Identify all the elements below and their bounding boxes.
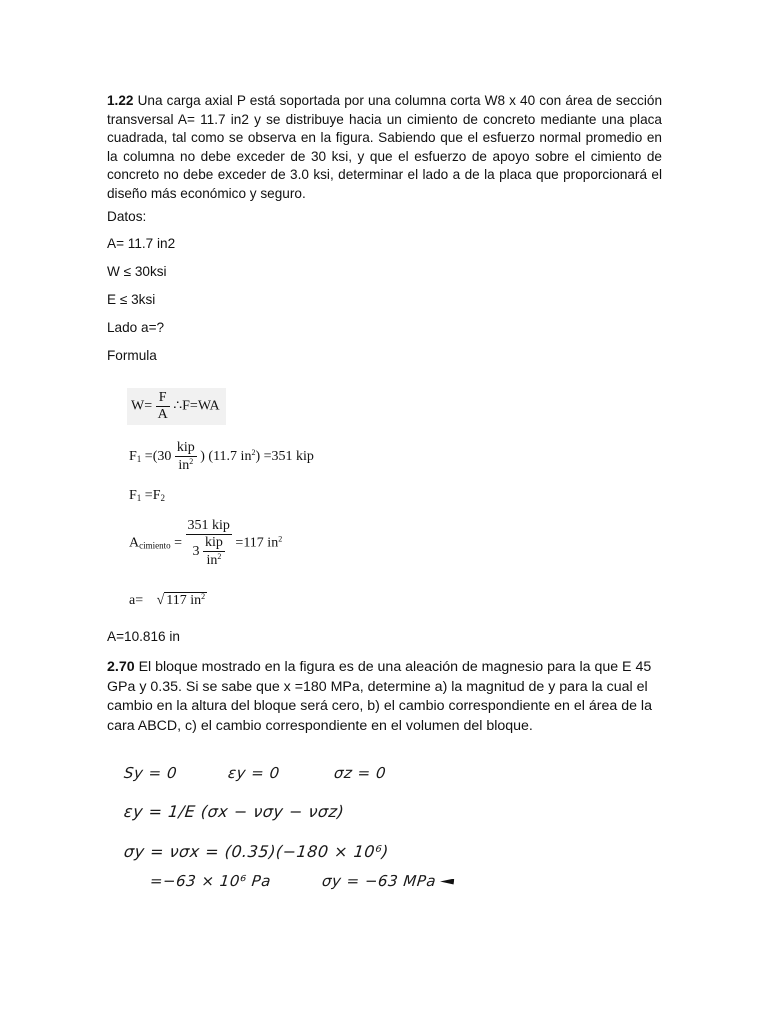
datos-label: Datos: [107,209,147,224]
formula-w-lhs: W= [131,398,153,414]
a-result: =117 in [235,535,279,551]
problem-text: Una carga axial P está soportada por una columna corta W8 x 40 con área de sección transversal A= 11.7 in2 y se distribuye hacia un cimiento de concreto mediante una placa cuadrada, tal como se observa en la figura. Sabiendo que el esfuerzo normal promedio en la columna no debe exceder de 30 ksi, y que el esfuerzo de apoyo sobre el cimiento de concreto no debe exceder de 3.0 ksi, determinar el lado a de la placa que proporcionará el diseño más económico y seguro. [107,93,662,201]
fraction-load-over-stress [186,518,232,569]
formula-f1 [129,440,314,474]
problem-2-70-statement [107,658,665,736]
a-lhs: a= [129,593,144,608]
problem-text: El bloque mostrado en la figura es de una aleación de magnesio para la que E 45 GPa y 0.35. Si se sabe que x =180 MPa, determine a) la magnitud de y para la cual el cambio en la altura del bloque será cero, b) el cambio correspondiente en el área de la cara ABCD, c) el cambio correspondiente en el volumen del bloque. [107,659,652,734]
hand-epsilon-y: εy = 0 [227,764,281,782]
hand-result-mpa [321,872,455,890]
formula-f1-equals-f2: $F_1 =F_2$ [129,488,165,503]
hand-strain-equation: εy = 1/E (σx − νσy − νσz) [123,802,346,821]
fraction-kip-in2 [175,440,197,474]
hand-sy: Sy = 0 [123,764,178,782]
result-a: A=10.816 in [107,629,180,644]
formula-a-cimiento: $A_{cimiento}$ = 351 kip 3 $\frac{\text{kip}}{in^2}$ =117 $in^2$ [129,518,283,568]
denominator: 3 $\frac{\text{kip}}{in^2}$ [186,534,232,569]
f1-symbol: F [129,449,137,465]
problem-1-22-statement [107,92,662,204]
formula-label: Formula [107,348,157,363]
problem-number: 2.70 [107,659,135,675]
fraction-f-over-a [156,390,170,423]
a-subscript: cimiento [139,540,171,551]
sqrt-icon: √ [156,593,165,608]
denominator: $in^2$ [175,456,197,474]
formula-a-sqrt [129,592,207,609]
arrow-icon [440,879,455,885]
hand-sigma-z: σz = 0 [333,764,387,782]
result-mpa-text: σy = −63 MPa [321,872,438,890]
numerator: 351 kip [187,518,230,533]
a-symbol: A [129,535,140,551]
dato-w: W ≤ 30ksi [107,264,167,279]
radicand: 117 $in^2$ [166,592,206,608]
numerator: kip [176,440,195,455]
f1-subscript: 1 [136,454,142,465]
denominator: A [157,407,168,422]
hand-sigma-y-equation: σy = νσx = (0.35)(−180 × 10⁶) [123,842,390,861]
formula-w-fa [127,388,226,425]
numerator: F [158,390,167,405]
f1-area-term: ) (11.7 in [200,449,252,465]
dato-e: E ≤ 3ksi [107,292,156,307]
f1-result: ) =351 kip [255,449,314,465]
problem-number: 1.22 [107,93,134,108]
superscript: 2 [251,448,256,458]
dato-lado: Lado a=? [107,320,165,335]
f1-coefficient: =(30 [144,449,172,465]
dato-area: A= 11.7 in2 [107,236,176,251]
hand-result-pa: =−63 × 10⁶ Pa [149,872,272,890]
formula-w-rhs: ∴F=WA [173,398,220,414]
